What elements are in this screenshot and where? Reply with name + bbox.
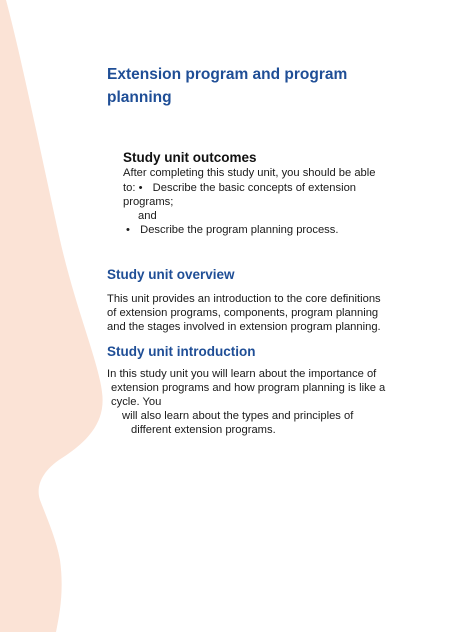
introduction-line: different extension programs.: [131, 424, 276, 436]
overview-heading: Study unit overview: [107, 267, 235, 282]
outcomes-and: and: [138, 210, 157, 222]
outcomes-item-1-text: Describe the basic concepts of extension: [152, 182, 357, 194]
introduction-line: cycle. You: [111, 396, 162, 408]
overview-line: This unit provides an introduction to the core definitions: [107, 293, 381, 305]
introduction-line: In this study unit you will learn about the importance of: [107, 368, 377, 380]
outcomes-to-prefix: to:: [123, 182, 136, 194]
outcomes-item-2-text: Describe the program planning process.: [140, 224, 339, 236]
introduction-line: will also learn about the types and principles of: [122, 410, 354, 422]
chapter-title: Extension program and program planning: [107, 66, 348, 106]
introduction-line: extension programs and how program planning is like a: [111, 382, 386, 394]
overview-line: of extension programs, components, program planning: [107, 307, 379, 319]
outcomes-intro: After completing this study unit, you should be able: [123, 167, 376, 179]
introduction-heading: Study unit introduction: [107, 344, 256, 359]
bullet-icon: •: [138, 182, 143, 194]
outcomes-item-1-continued: programs;: [123, 196, 174, 208]
bullet-icon: •: [126, 224, 130, 236]
outcomes-heading: Study unit outcomes: [123, 150, 257, 165]
outcomes-item-2: [126, 223, 338, 237]
overview-line: and the stages involved in extension program planning.: [107, 321, 381, 333]
outcomes-item-1: [123, 181, 356, 195]
